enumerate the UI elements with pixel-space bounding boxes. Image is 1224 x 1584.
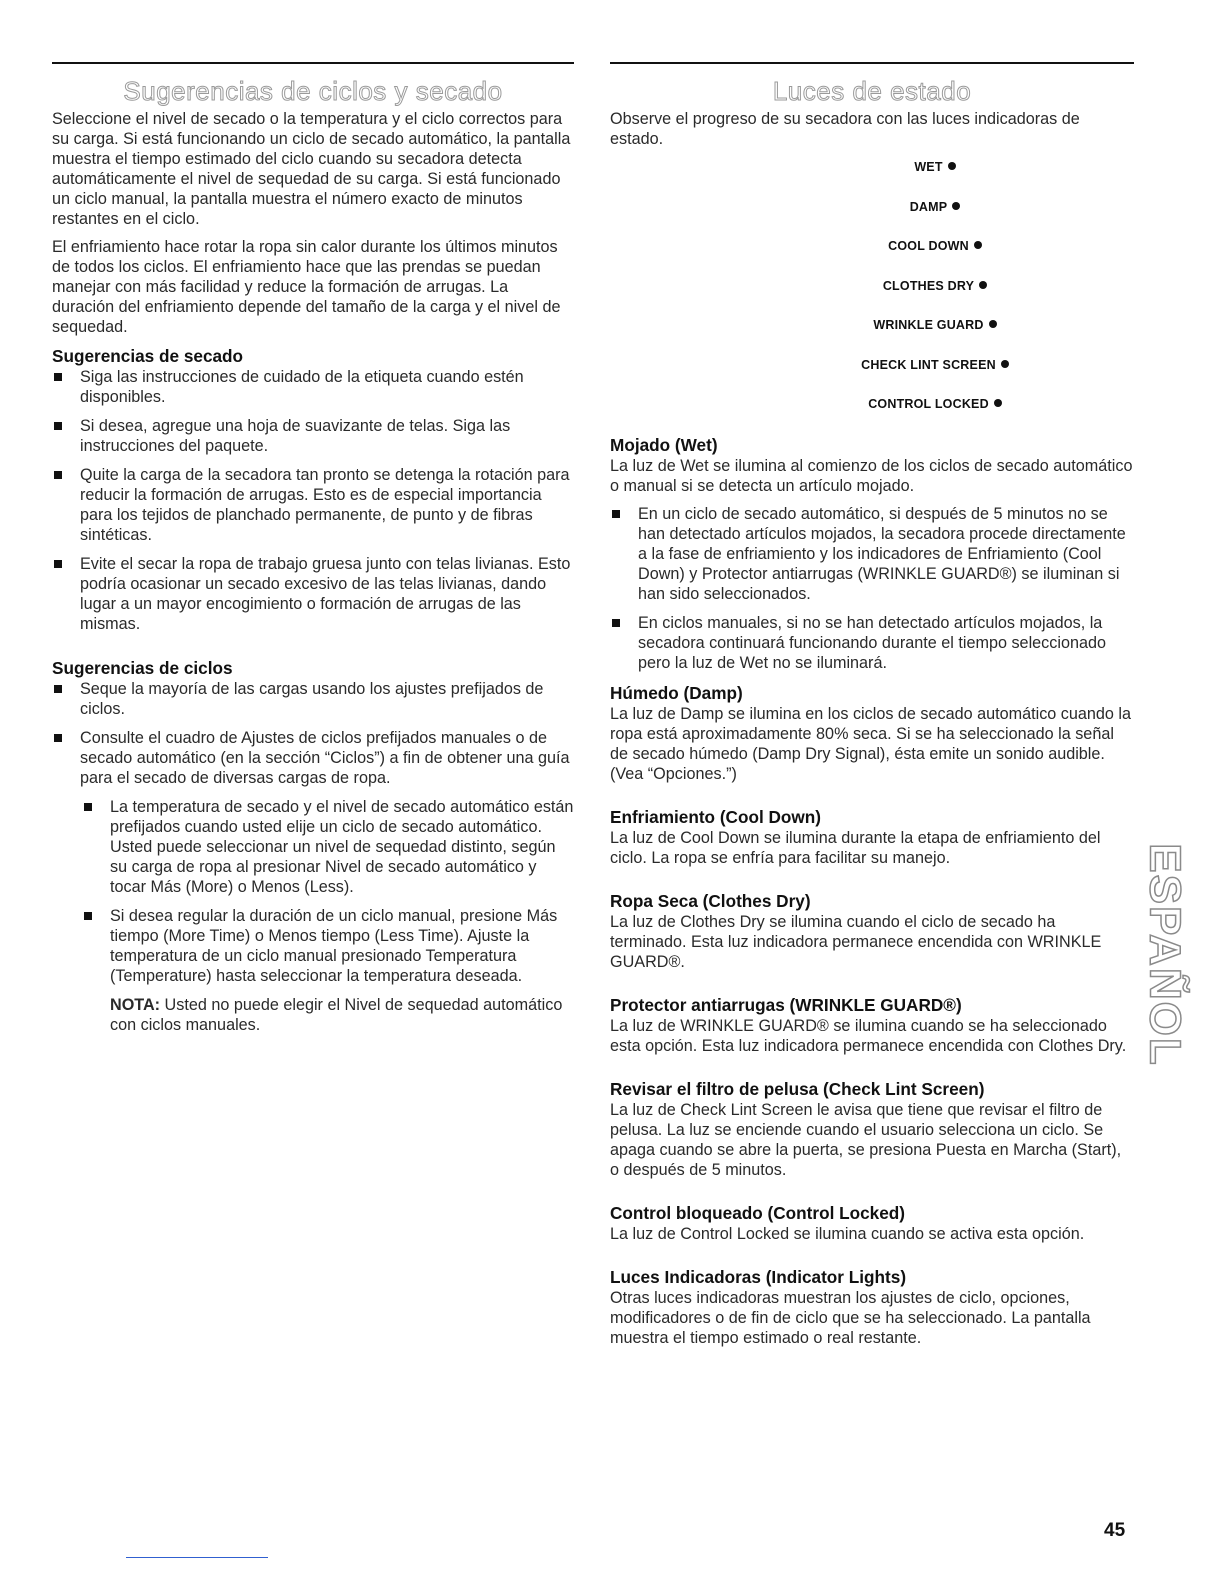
control-locked-heading: Control bloqueado (Control Locked) (610, 1202, 906, 1223)
note-text: Usted no puede elegir el Nivel de sequedad automático con ciclos manuales. (110, 996, 563, 1034)
note (52, 995, 574, 1035)
light-label: COOL DOWN (888, 239, 969, 253)
light-label: CLOTHES DRY (882, 278, 975, 293)
light-label: CONTROL LOCKED (868, 397, 989, 411)
light-cool-down (736, 236, 1134, 256)
list-item: Siga las instrucciones de cuidado de la etiqueta cuando estén disponibles. (52, 367, 574, 407)
wrinkle-guard-text: La luz de WRINKLE GUARD® se ilumina cuando se ha seleccionado esta opción. Esta luz indicadora permanece encendida con Clothes Dry. (610, 1016, 1127, 1055)
list-item: Si desea, agregue una hoja de suavizante de telas. Siga las instrucciones del paquete. (52, 416, 574, 456)
light-check-lint-screen (736, 355, 1134, 375)
cycle-tips-sublist (82, 797, 574, 986)
spacer (610, 1064, 1134, 1078)
list-item: Quite la carga de la secadora tan pronto se detenga la rotación para reducir la formación de arrugas. Esto es de especial importancia para los tejidos de planchado permanente, de punto y de fibras sintéticas. (52, 465, 574, 545)
drying-tips-list (52, 367, 574, 634)
language-side-tab (1141, 840, 1190, 1070)
light-label: DAMP (909, 199, 948, 214)
list-item: Consulte el cuadro de Ajustes de ciclos prefijados manuales o de secado automático (en la sección “Ciclos”) a fin de obtener una guía para el secado de diversas cargas de ropa. (52, 728, 574, 788)
cycle-tips-heading: Sugerencias de ciclos (52, 658, 233, 678)
light-wrinkle-guard (736, 315, 1134, 335)
check-lint-heading: Revisar el filtro de pelusa (Check Lint Screen) (610, 1078, 985, 1099)
indicator-dot-icon (952, 202, 960, 210)
page-number: 45 (1104, 1520, 1126, 1541)
clothes-dry-heading: Ropa Seca (Clothes Dry) (610, 890, 811, 911)
light-label: WET (914, 160, 943, 174)
cool-down-text: La luz de Cool Down se ilumina durante la etapa de enfriamiento del ciclo. La ropa se enfría para facilitar su manejo. (610, 828, 1101, 867)
light-label: CHECK LINT SCREEN (861, 357, 996, 372)
clothes-dry-text: La luz de Clothes Dry se ilumina cuando el ciclo de secado ha terminado. Esta luz indicadora permanece encendida con WRINKLE GUARD®. (610, 912, 1102, 971)
side-tab-label: ESPAÑOL (1141, 843, 1190, 1067)
indicator-lights-heading: Luces Indicadoras (Indicator Lights) (610, 1266, 907, 1287)
left-top-rule (52, 62, 574, 64)
bottom-rule (126, 1557, 268, 1558)
cool-down-heading: Enfriamiento (Cool Down) (610, 806, 822, 827)
left-intro-2: El enfriamiento hace rotar la ropa sin calor durante los últimos minutos de todos los ciclos. El enfriamiento hace que las prendas se puedan manejar con más facilidad y reduce la formación de arrugas. La duración del enfriamiento depende del tamaño de la carga y el nivel de sequedad. (52, 238, 561, 336)
indicator-dot-icon (1001, 360, 1009, 368)
cycle-tips-list (52, 679, 574, 788)
spacer (610, 792, 1134, 806)
indicator-dot-icon (994, 399, 1002, 407)
spacer (610, 1188, 1134, 1202)
indicator-dot-icon (974, 241, 982, 249)
indicator-dot-icon (989, 320, 997, 328)
right-column (610, 62, 1134, 1356)
left-intro-1: Seleccione el nivel de secado o la temperatura y el ciclo correctos para su carga. Si está funcionando un ciclo de secado automático, la pantalla muestra el tiempo estimado del ciclo cuando su secadora detecta automáticamente el nivel de sequedad de su carga. Si está funcionado un ciclo manual, la pantalla muestra el número exacto de minutos restantes en el ciclo. (52, 110, 571, 228)
check-lint-text: La luz de Check Lint Screen le avisa que tiene que revisar el filtro de pelusa. La luz se enciende cuando el usuario selecciona un ciclo. Se apaga cuando se abre la puerta, se presiona Puesta en Marcha (Start), o después de 5 minutos. (610, 1100, 1122, 1179)
wet-heading: Mojado (Wet) (610, 434, 718, 455)
list-item: Evite el secar la ropa de trabajo gruesa junto con telas livianas. Esto podría ocasionar un secado excesivo de las telas livianas, dando lugar a un mayor encogimiento o formación de arrugas de las mismas. (52, 554, 574, 634)
list-item: Seque la mayoría de las cargas usando los ajustes prefijados de ciclos. (52, 679, 574, 719)
light-clothes-dry (736, 276, 1134, 296)
list-item: Si desea regular la duración de un ciclo manual, presione Más tiempo (More Time) o Menos tiempo (Less Time). Ajuste la temperatura de un ciclo manual presionado Temperatura (Temperature) hasta seleccionar la temperatura deseada. (82, 906, 574, 986)
right-top-rule (610, 62, 1134, 64)
drying-tips-heading: Sugerencias de secado (52, 346, 244, 366)
light-damp (736, 197, 1134, 217)
wet-list (610, 504, 1134, 673)
spacer (610, 1252, 1134, 1266)
right-section-title: Luces de estado (772, 76, 972, 106)
list-item: En ciclos manuales, si no se han detectado artículos mojados, la secadora continuará funcionando durante el tiempo seleccionado pero la luz de Wet no se iluminará. (610, 613, 1134, 673)
control-locked-text: La luz de Control Locked se ilumina cuando se activa esta opción. (610, 1224, 1085, 1243)
right-intro: Observe el progreso de su secadora con las luces indicadoras de estado. (610, 110, 1080, 148)
left-column (52, 62, 574, 1043)
indicator-dot-icon (979, 281, 987, 289)
wrinkle-guard-heading: Protector antiarrugas (WRINKLE GUARD®) (610, 994, 962, 1015)
spacer (610, 980, 1134, 994)
damp-text: La luz de Damp se ilumina en los ciclos de secado automático cuando la ropa está aproximadamente 80% seca. Si se ha seleccionado la señal de secado húmedo (Damp Dry Signal), ésta emite un sonido audible. (Vea “Opciones.”) (610, 704, 1131, 783)
list-item: En un ciclo de secado automático, si después de 5 minutos no se han detectado artículos mojados, la secadora procede directamente a la fase de enfriamiento y los indicadores de Enfriamiento (Cool Down) y Protector antiarrugas (WRINKLE GUARD®) se iluminan si han sido seleccionados. (610, 504, 1134, 604)
status-lights-panel (736, 157, 1134, 414)
indicator-dot-icon (948, 162, 956, 170)
indicator-lights-text: Otras luces indicadoras muestran los ajustes de ciclo, opciones, modificadores o de fin de ciclo que se ha seleccionado. La pantalla muestra el tiempo estimado o real restante. (610, 1288, 1091, 1347)
spacer (610, 876, 1134, 890)
spacer (52, 643, 574, 657)
light-label: WRINKLE GUARD (873, 318, 984, 332)
light-wet (736, 157, 1134, 177)
note-label: NOTA: (110, 996, 161, 1014)
damp-heading: Húmedo (Damp) (610, 682, 743, 703)
left-section-title: Sugerencias de ciclos y secado (123, 76, 503, 106)
wet-text: La luz de Wet se ilumina al comienzo de los ciclos de secado automático o manual si se detecta un artículo mojado. (610, 456, 1133, 495)
list-item: La temperatura de secado y el nivel de secado automático están prefijados cuando usted elije un ciclo de secado automático. Usted puede seleccionar un nivel de sequedad distinto, según su carga de ropa al presionar Nivel de secado automático y tocar Más (More) o Menos (Less). (82, 797, 574, 897)
light-control-locked (736, 394, 1134, 414)
